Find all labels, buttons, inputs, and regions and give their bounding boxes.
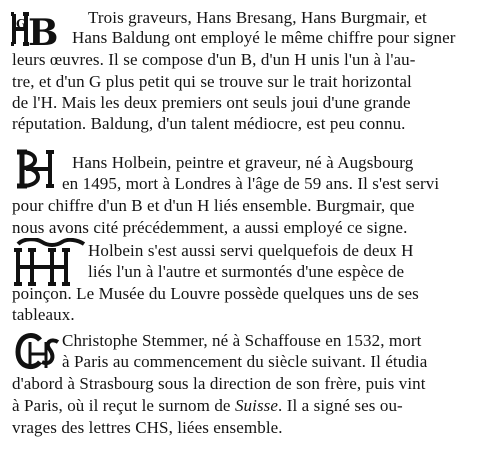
monogram-hgb-g: G	[16, 17, 21, 31]
p2-line-3: pour chiffre d'un B et d'un H liés ensemble. Burgmair, que	[12, 196, 415, 215]
p1-line-3: leurs œuvres. Il se compose d'un B, d'un H unis l'un à l'au-	[12, 50, 416, 69]
monogram-chs	[12, 330, 66, 379]
p1-line-4: tre, et d'un G plus petit qui se trouve sur le trait horizontal	[12, 72, 412, 91]
p1-line-1: Trois graveurs, Hans Bresang, Hans Burgmair, et	[88, 8, 427, 27]
p4-surname-suisse: Suisse	[234, 396, 279, 415]
p1-line-5: de l'H. Mais les deux premiers ont seuls joui d'une grande	[12, 93, 411, 112]
p4-line-4	[12, 396, 403, 416]
monogram-bh-glyph	[14, 146, 64, 192]
p4-line-3: d'abord à Strasbourg sous la direction de son frère, puis vint	[12, 374, 426, 393]
p4-line-1: Christophe Stemmer, né à Schaffouse en 1532, mort	[62, 331, 422, 350]
monogram-hgb	[10, 8, 68, 55]
p4-line-5: vrages des lettres CHS, liées ensemble.	[12, 418, 283, 437]
monogram-chs-glyph	[12, 330, 66, 376]
p2-line-2: en 1495, mort à Londres à l'âge de 59 ans. Il s'est servi	[62, 174, 440, 193]
monogram-hgb-glyph	[10, 8, 68, 50]
p4-line-4-end: . Il a signé ses ou-	[278, 396, 403, 415]
p4-line-4-start: à Paris, où il reçut le surnom de	[12, 396, 235, 415]
p1-line-2: Hans Baldung ont employé le même chiffre pour signer	[72, 28, 456, 47]
p2-line-4: nous avons cité précédemment, a aussi employé ce signe.	[12, 218, 408, 237]
p4-line-2: à Paris au commencement du siècle suivant. Il étudia	[62, 352, 428, 371]
p3-line-4: tableaux.	[12, 305, 75, 324]
p3-line-3: poinçon. Le Musée du Louvre possède quelques uns de ses	[12, 284, 419, 303]
p1-line-6: réputation. Baldung, d'un talent médiocre, est peu connu.	[12, 114, 406, 133]
p2-line-1: Hans Holbein, peintre et graveur, né à Augsbourg	[72, 153, 414, 172]
monogram-hgb-b: B	[28, 12, 53, 50]
monogram-bh	[14, 146, 64, 195]
monogram-hh-glyph	[12, 238, 88, 290]
p3-line-2: liés l'un à l'autre et surmontés d'une espèce de	[88, 262, 405, 281]
p3-line-1: Holbein s'est aussi servi quelquefois de deux H	[88, 241, 414, 260]
